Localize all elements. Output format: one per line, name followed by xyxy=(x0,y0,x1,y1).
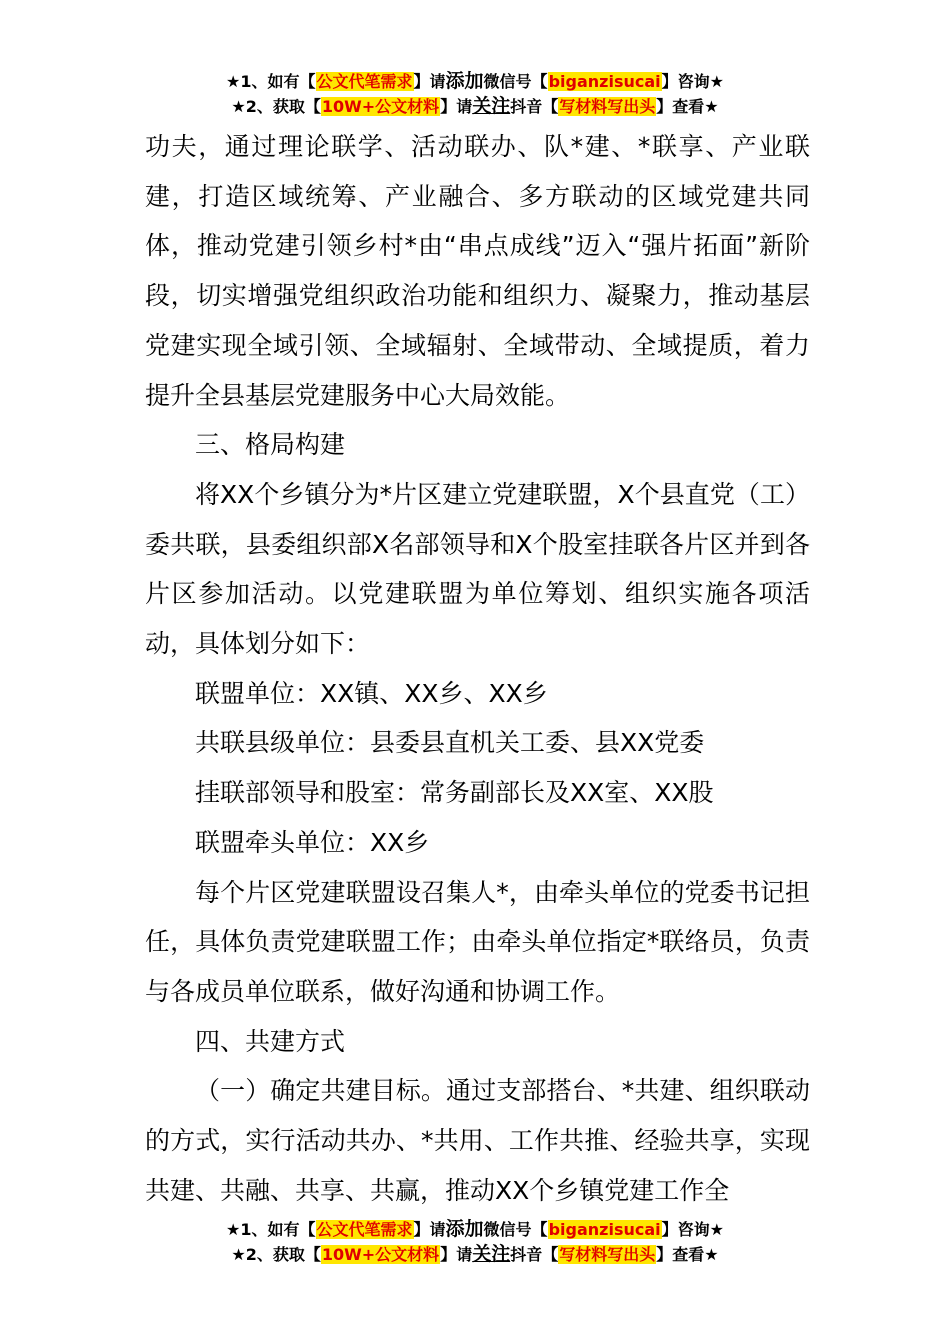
banner-text: 抖音【 xyxy=(510,1245,559,1264)
banner-text: 1、如有【 xyxy=(240,72,316,91)
banner-text: 】咨询 xyxy=(661,72,710,91)
section-heading-4: 四、共建方式 xyxy=(195,1026,346,1056)
bottom-banner xyxy=(0,1217,950,1267)
banner-text: 】请 xyxy=(413,1220,446,1239)
banner-text: 关注 xyxy=(472,1243,511,1265)
section-heading-3: 三、格局构建 xyxy=(195,430,346,460)
banner-text: 】请 xyxy=(413,72,446,91)
paragraph: 每个片区党建联盟设召集人*，由牵头单位的党委书记担任，具体负责党建联盟工作；由牵头单位指定*联络员，负责与各成员单位联系，做好沟通和协调工作。 xyxy=(145,877,810,1006)
banner-text: 】请 xyxy=(440,1245,473,1264)
list-item-alliance-units: 联盟单位：XX镇、XX乡、XX乡 xyxy=(195,678,548,708)
banner-line-1 xyxy=(0,1217,950,1242)
banner-text: 】查看 xyxy=(656,97,705,116)
star-icon: ★ xyxy=(709,1220,724,1239)
paragraph-continued: 功夫，通过理论联学、活动联办、队*建、*联享、产业联建，打造区域统筹、产业融合、多方联动的区域党建共同体，推动党建引领乡村*由“串点成线”迈入“强片拓面”新阶段，切实增强党组织政治功能和组织力、凝聚力，推动基层党建实现全域引领、全域辐射、全域带动、全域提质，着力提升全县基层党建服务中心大局效能。 xyxy=(145,132,810,410)
star-icon: ★ xyxy=(709,72,724,91)
list-item-lead-unit: 联盟牵头单位：XX乡 xyxy=(195,827,430,857)
star-icon: ★ xyxy=(226,1220,241,1239)
banner-text: 】咨询 xyxy=(661,1220,710,1239)
banner-douyin-id: 写材料写出头 xyxy=(559,97,656,116)
banner-douyin-id: 写材料写出头 xyxy=(559,1245,656,1264)
banner-text: 抖音【 xyxy=(510,97,559,116)
banner-text: 添加 xyxy=(445,70,484,92)
banner-wechat-id: biganzisucai xyxy=(548,72,661,91)
banner-highlight: 10W+公文材料 xyxy=(321,97,440,116)
banner-text: 微信号【 xyxy=(483,72,548,91)
star-icon: ★ xyxy=(231,1245,246,1264)
banner-text: 添加 xyxy=(445,1218,484,1240)
banner-text: 2、获取【 xyxy=(245,1245,321,1264)
star-icon: ★ xyxy=(704,1245,719,1264)
star-icon: ★ xyxy=(226,72,241,91)
top-banner xyxy=(0,69,950,119)
banner-text: 微信号【 xyxy=(483,1220,548,1239)
banner-line-2 xyxy=(0,1242,950,1267)
banner-text: 1、如有【 xyxy=(240,1220,316,1239)
banner-text: 】请 xyxy=(440,97,473,116)
list-item-department-leaders: 挂联部领导和股室：常务副部长及XX室、XX股 xyxy=(195,778,714,808)
document-body xyxy=(145,122,810,1215)
list-item-county-units: 共联县级单位：县委县直机关工委、县XX党委 xyxy=(195,728,705,758)
banner-text: 】查看 xyxy=(656,1245,705,1264)
banner-text: 2、获取【 xyxy=(245,97,321,116)
banner-wechat-id: biganzisucai xyxy=(548,1220,661,1239)
banner-highlight: 公文代笔需求 xyxy=(316,1220,413,1239)
banner-line-2 xyxy=(0,94,950,119)
banner-highlight: 公文代笔需求 xyxy=(316,72,413,91)
star-icon: ★ xyxy=(231,97,246,116)
banner-line-1 xyxy=(0,69,950,94)
banner-text: 关注 xyxy=(472,95,511,117)
star-icon: ★ xyxy=(704,97,719,116)
banner-highlight: 10W+公文材料 xyxy=(321,1245,440,1264)
paragraph: 将XX个乡镇分为*片区建立党建联盟，X个县直党（工）委共联，县委组织部X名部领导和X个股室挂联各片区并到各片区参加活动。以党建联盟为单位筹划、组织实施各项活动，具体划分如下： xyxy=(145,479,810,659)
paragraph: （一）确定共建目标。通过支部搭台、*共建、组织联动的方式，实行活动共办、*共用、工作共推、经验共享，实现共建、共融、共享、共赢，推动XX个乡镇党建工作全 xyxy=(145,1076,810,1205)
